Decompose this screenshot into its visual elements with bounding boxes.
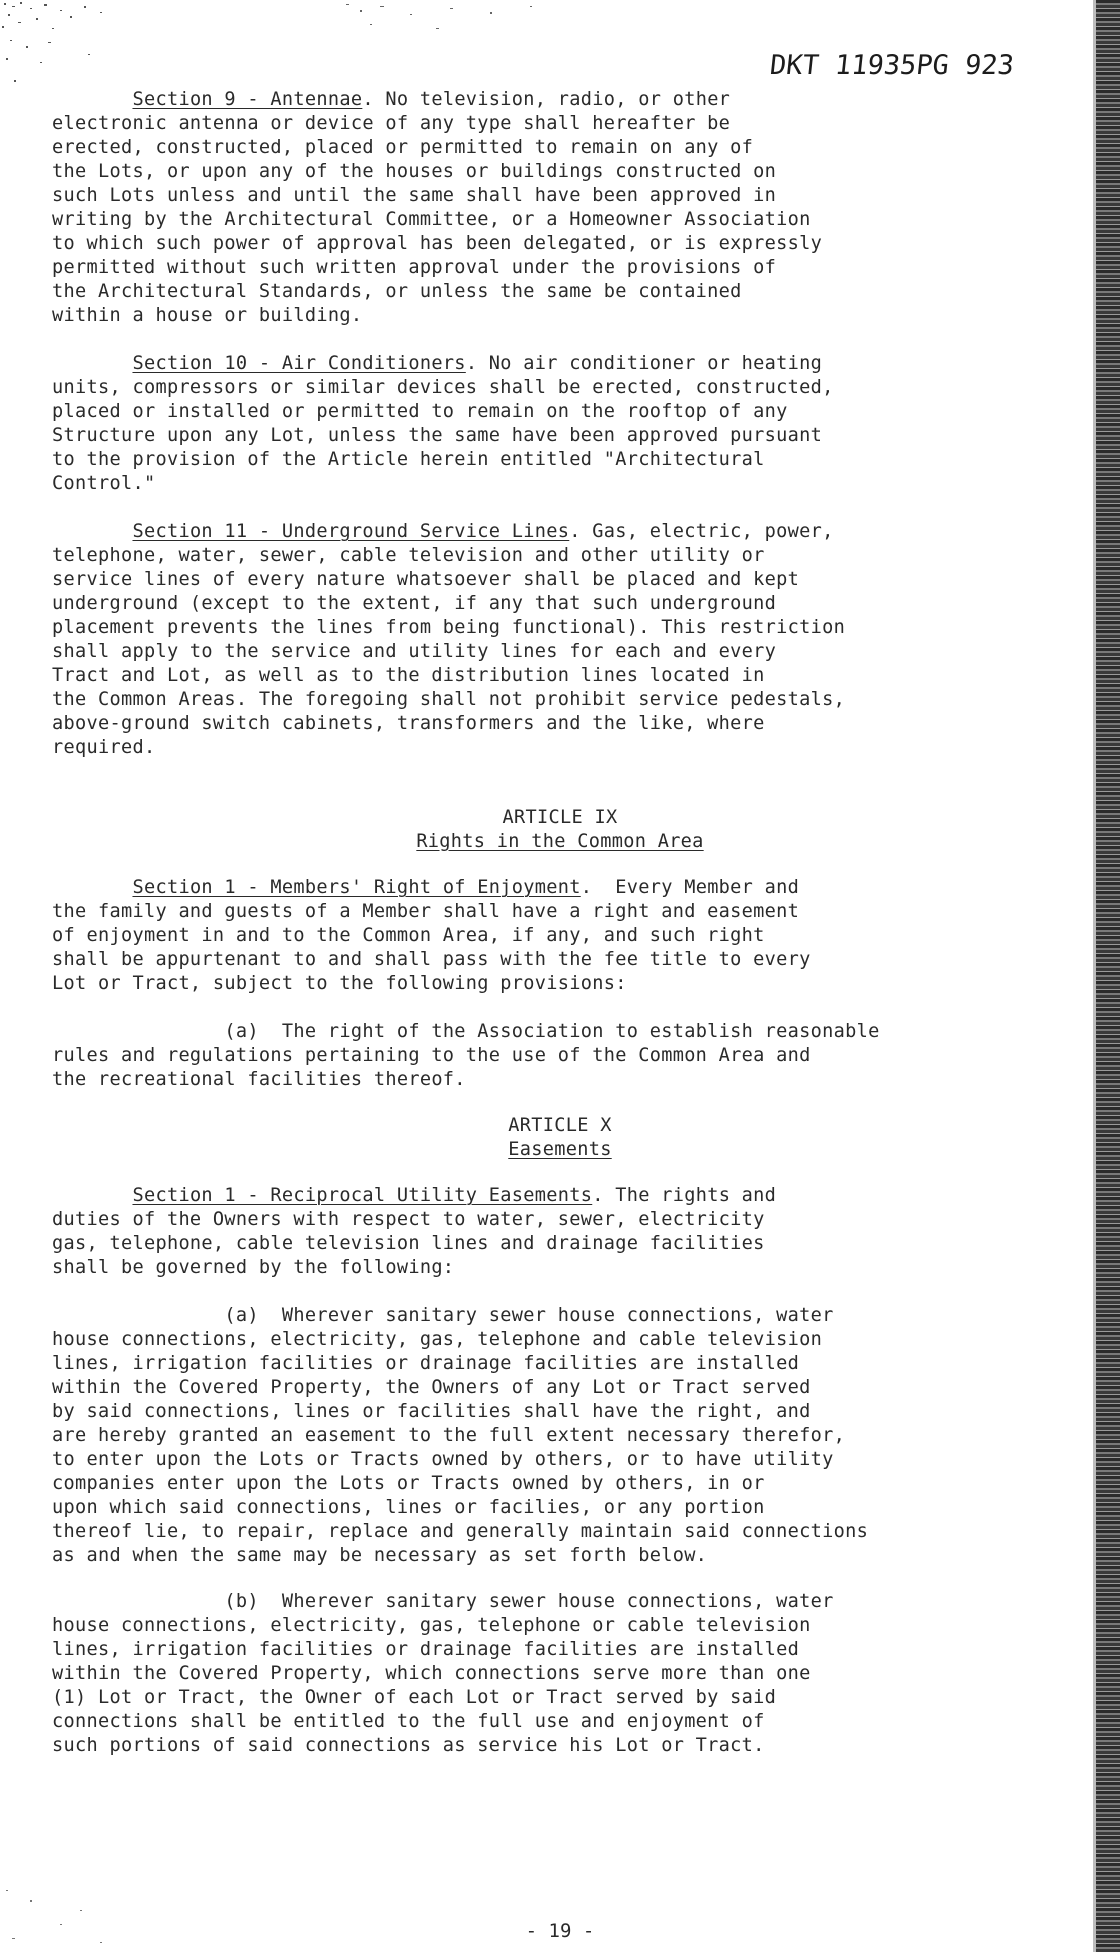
article-10-item-b-text: (b) Wherever sanitary sewer house connections, water house connections, electricity, gas, telephone or cable television lines, irrigation facilities or drainage facilities are installed within the Covered Property, which connections serve more than one (1) Lot or Tract, the Owner of each Lot or Tract served by said connections shall be entitled to the full use and enjoyment of such portions of said connections as service his Lot or Tract. [52,1591,834,1756]
scan-noise-top [340,0,560,40]
section-9-text: Section 9 - Antennae. No television, radio, or other electronic antenna or device of any type shall hereafter be erected, constructed, placed or permitted to remain on any of the Lots, or upon any of the houses or buildings constructed on such Lots unless and until the same shall have been approved in writing by the Architectural Committee, or a Homeowner Association to which such power of approval has been delegated, or is expressly permitted without such written approval under the provisions of the Architectural Standards, or unless the same be contained within a house or building. [52,89,823,326]
article-9-item-a [52,1020,1072,1092]
article-10-item-a-text: (a) Wherever sanitary sewer house connections, water house connections, electricity, gas, telephone and cable television lines, irrigation facilities or drainage facilities are installed within the Covered Property, the Owners of any Lot or Tract served by said connections, lines or facilities shall have the right, and are hereby granted an easement to the full extent necessary therefor, to enter upon the Lots or Tracts owned by others, or to have utility companies enter upon the Lots or Tracts owned by others, in or upon which said connections, lines or facilies, or any portion thereof lie, to repair, replace and generally maintain said connections as and when the same may be necessary as set forth below. [52,1305,869,1566]
scan-noise-top-left [0,0,150,90]
article-10-item-a [52,1304,1072,1568]
article-10-item-b [52,1590,1072,1758]
scan-edge-shadow [1096,0,1120,1952]
article-9-label: ARTICLE IX [502,807,618,828]
article-10-header [0,1114,1120,1162]
section-10-heading: Section 10 - Air Conditioners [132,353,466,374]
section-10 [52,352,1072,496]
article-10-title: Easements [508,1139,612,1160]
article-9-section-1-text: Section 1 - Members' Right of Enjoyment. Every Member and the family and guests of a Member shall have a right and easement of enjoyment in and to the Common Area, if any, and such right shall be appurtenant to and shall pass with the fee title to every Lot or Tract, subject to the following provisions: [52,877,811,994]
section-10-text: Section 10 - Air Conditioners. No air conditioner or heating units, compressors or similar devices shall be erected, constructed, placed or installed or permitted to remain on the rooftop of any Structure upon any Lot, unless the same have been approved pursuant to the provision of the Article herein entitled "Architectural Control." [52,353,834,494]
section-9-heading: Section 9 - Antennae [132,89,363,110]
section-11 [52,520,1072,760]
article-9-item-a-text: (a) The right of the Association to establish reasonable rules and regulations pertaining to the use of the Common Area and the recreational facilities thereof. [52,1021,880,1090]
article-10-label: ARTICLE X [508,1115,612,1136]
recording-stamp: DKT 11935PG 923 [768,50,1016,81]
article-10-section-1-heading: Section 1 - Reciprocal Utility Easements [132,1185,593,1206]
article-9-section-1 [52,876,1072,996]
article-10-section-1 [52,1184,1072,1280]
section-11-heading: Section 11 - Underground Service Lines [132,521,570,542]
section-11-text: Section 11 - Underground Service Lines. Gas, electric, power, telephone, water, sewer, cable television and other utility or service lines of every nature whatsoever shall be placed and kept underground (except to the extent, if any that such underground placement prevents the lines from being functional). This restriction shall apply to the service and utility lines for each and every Tract and Lot, as well as to the distribution lines located in the Common Areas. The foregoing shall not prohibit service pedestals, above-ground switch cabinets, transformers and the like, where required. [52,521,846,758]
article-9-title: Rights in the Common Area [416,831,704,852]
section-9 [52,88,1072,328]
article-9-section-1-heading: Section 1 - Members' Right of Enjoyment [132,877,581,898]
article-10-section-1-text: Section 1 - Reciprocal Utility Easements. The rights and duties of the Owners with respect to water, sewer, electricity gas, telephone, cable television lines and drainage facilities shall be governed by the following: [52,1185,777,1278]
page-number: - 19 - [525,1920,595,1942]
article-9-header [0,806,1120,854]
